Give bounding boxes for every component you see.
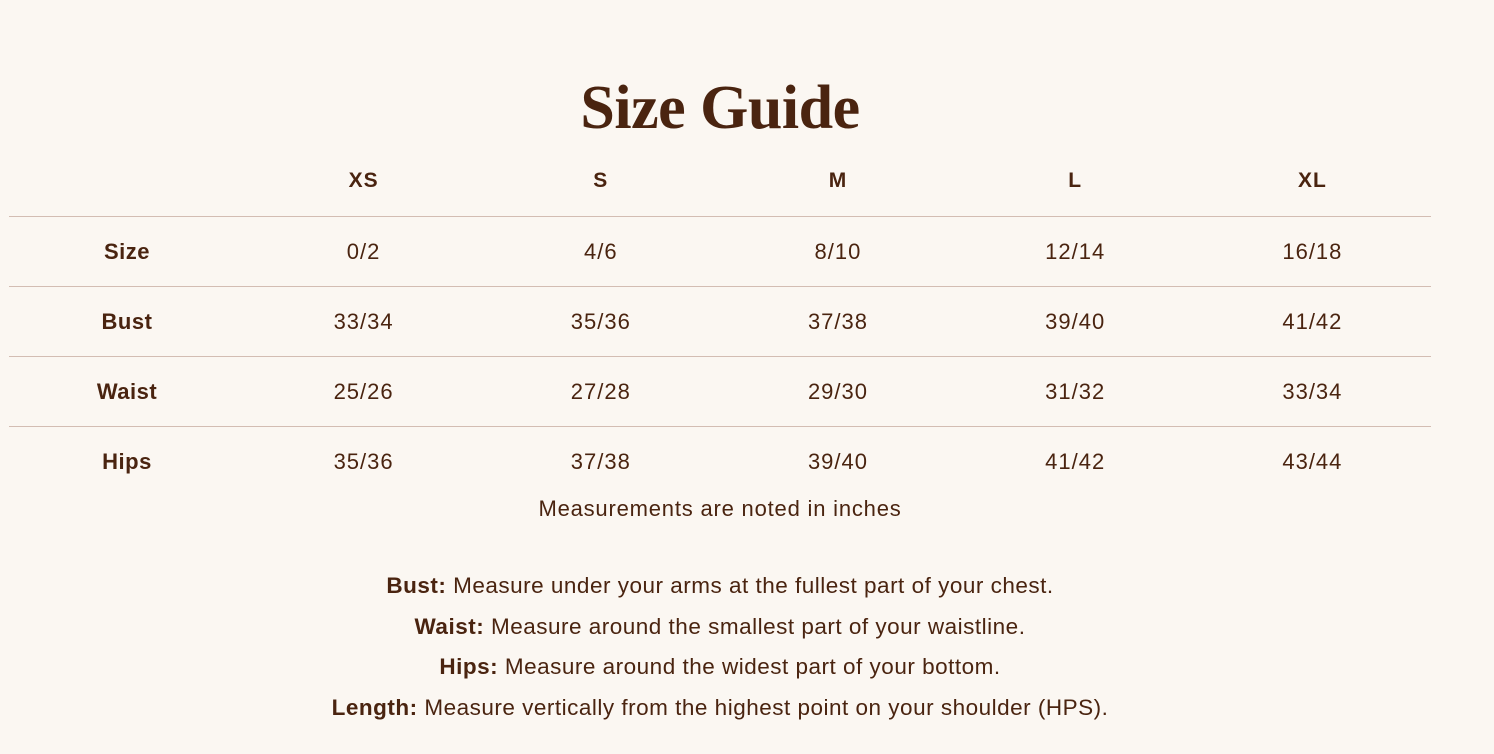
column-header-s: S — [593, 168, 609, 192]
instruction-text: Measure around the widest part of your bottom. — [498, 654, 1001, 680]
instruction-term: Hips: — [439, 654, 499, 680]
table-cell: 43/44 — [1282, 448, 1343, 474]
page-title: Size Guide — [580, 73, 860, 142]
instruction-waist — [0, 607, 1440, 648]
table-cell: 31/32 — [1045, 378, 1106, 404]
table-row-hips — [9, 427, 1431, 497]
table-row-waist — [9, 357, 1431, 427]
instruction-hips — [0, 647, 1440, 688]
table-cell: 37/38 — [570, 448, 631, 474]
column-header-l: L — [1068, 168, 1083, 192]
table-cell: 39/40 — [1045, 308, 1106, 334]
column-header-xl: XL — [1297, 168, 1327, 192]
instruction-text: Measure under your arms at the fullest part of your chest. — [446, 573, 1054, 598]
instruction-term: Bust: — [386, 573, 447, 598]
table-cell: 41/42 — [1282, 308, 1343, 334]
row-label-hips: Hips — [102, 448, 152, 474]
table-cell: 25/26 — [333, 378, 394, 404]
table-cell: 37/38 — [807, 308, 868, 334]
instruction-term: Waist: — [414, 613, 485, 639]
row-label-bust: Bust — [101, 308, 153, 334]
units-note: Measurements are noted in inches — [538, 496, 902, 521]
column-header-m: M — [828, 168, 848, 192]
table-row-size — [9, 217, 1431, 287]
row-label-size: Size — [103, 238, 151, 264]
instruction-text: Measure vertically from the highest point on your shoulder (HPS). — [417, 695, 1109, 721]
table-cell: 12/14 — [1045, 238, 1106, 264]
corner-cell — [9, 145, 245, 217]
table-cell: 35/36 — [333, 448, 394, 474]
table-cell: 33/34 — [333, 308, 394, 334]
table-cell: 35/36 — [570, 308, 631, 334]
table-cell: 4/6 — [583, 238, 618, 264]
table-header-row — [9, 145, 1431, 217]
instruction-text: Measure around the smallest part of your waistline. — [484, 613, 1026, 639]
table-cell: 41/42 — [1045, 448, 1106, 474]
table-cell: 33/34 — [1282, 378, 1343, 404]
measuring-instructions — [0, 566, 1440, 729]
size-chart-table — [9, 145, 1431, 496]
table-cell: 16/18 — [1282, 238, 1343, 264]
table-cell: 8/10 — [814, 238, 862, 264]
instruction-term: Length: — [331, 695, 418, 721]
table-cell: 39/40 — [807, 448, 868, 474]
table-cell: 27/28 — [570, 378, 631, 404]
instruction-bust — [0, 566, 1440, 607]
instruction-length — [0, 688, 1440, 729]
row-label-waist: Waist — [96, 378, 158, 404]
table-row-bust — [9, 287, 1431, 357]
table-cell: 29/30 — [807, 378, 868, 404]
column-header-xs: XS — [348, 168, 379, 192]
table-cell: 0/2 — [346, 238, 381, 264]
